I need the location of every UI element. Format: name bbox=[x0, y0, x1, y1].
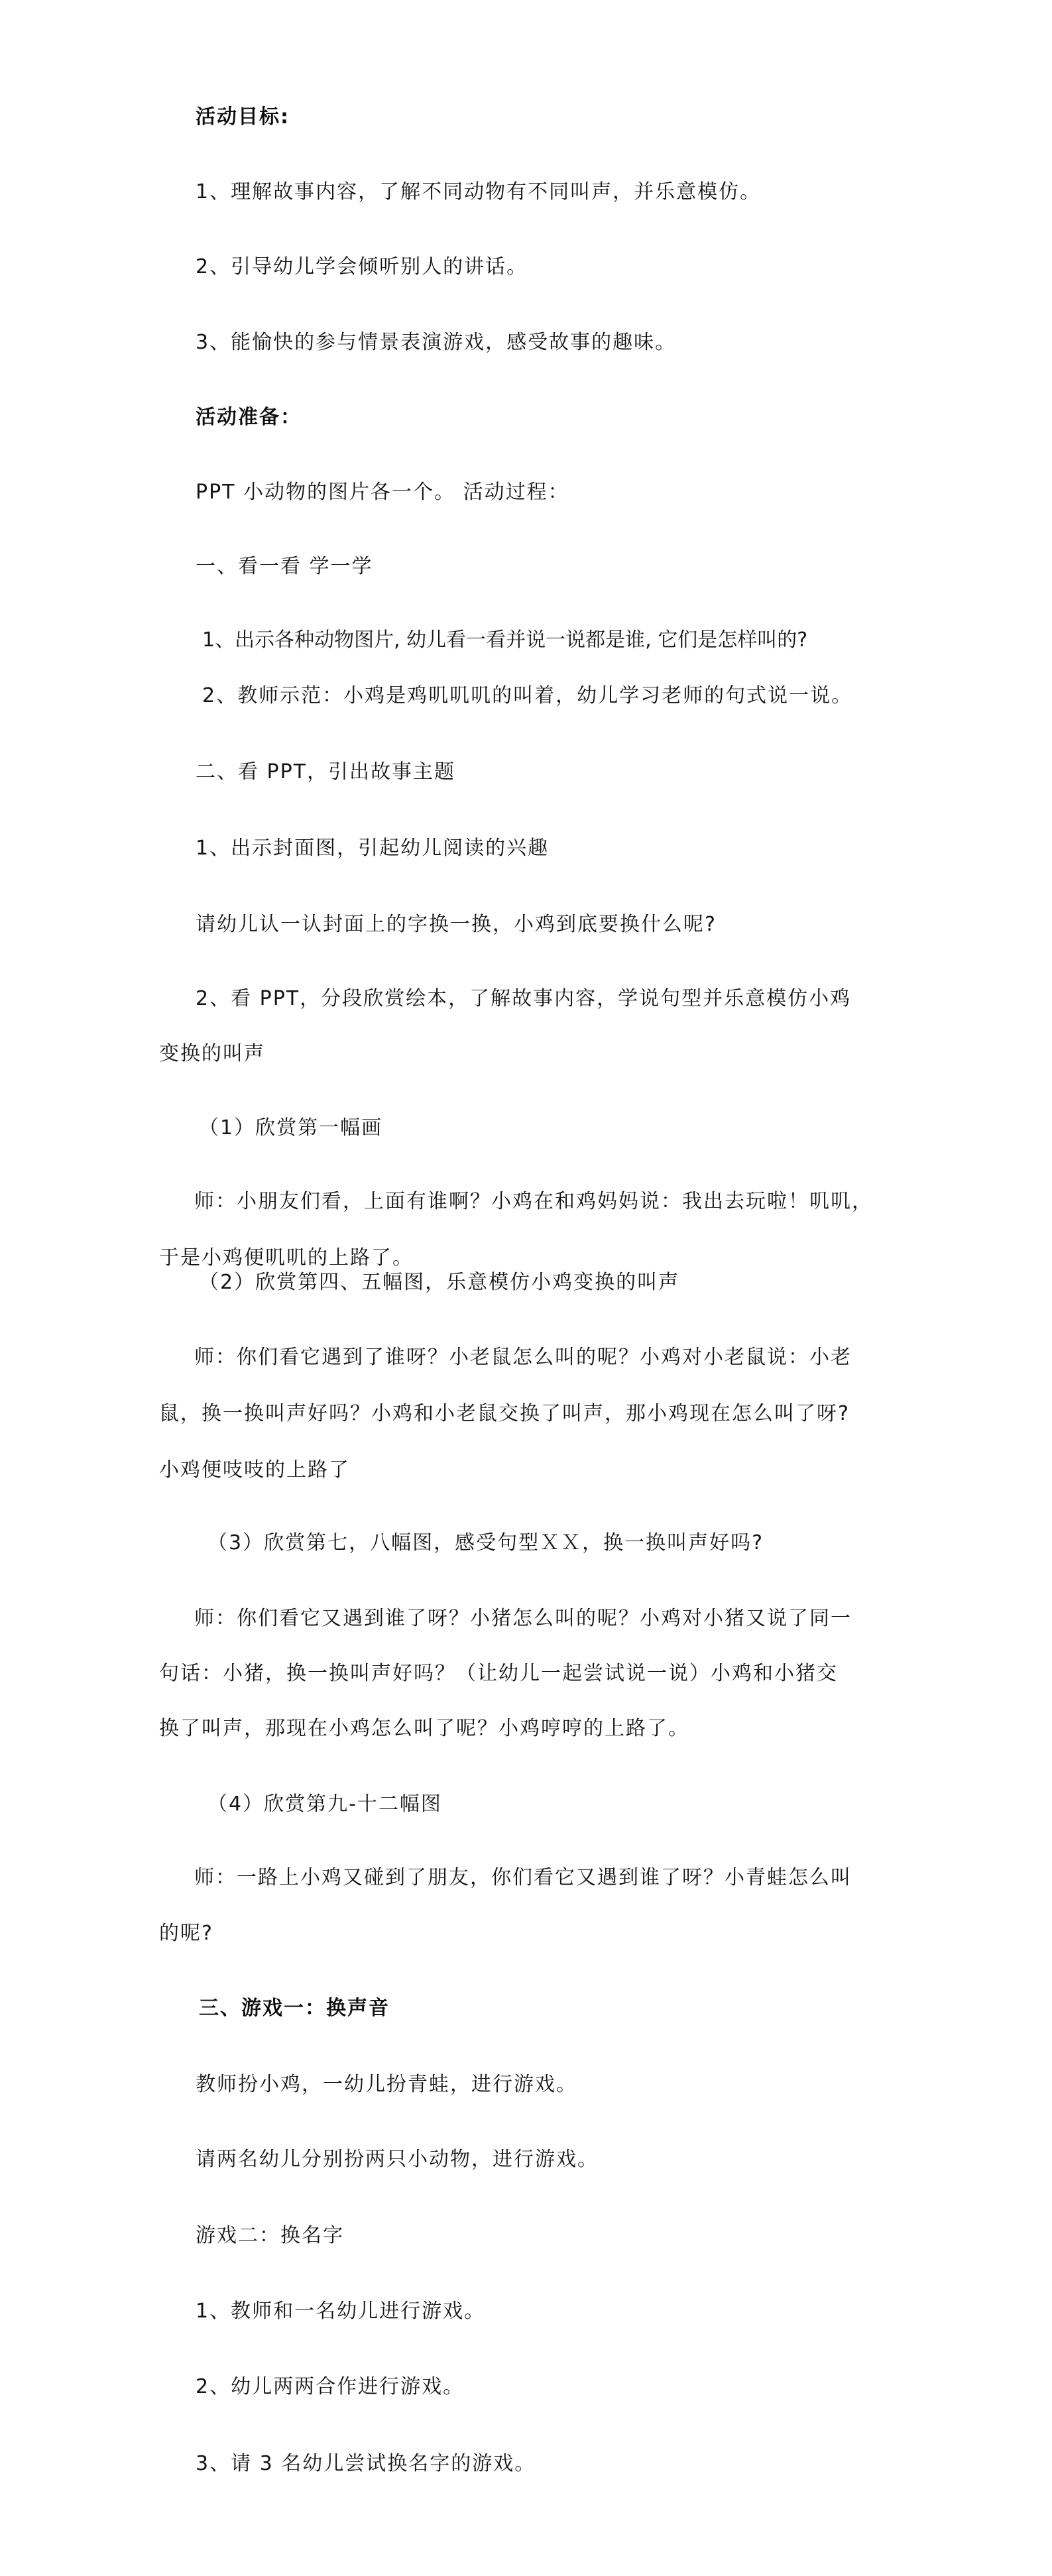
section2-title: 二、看 PPT，引出故事主题 bbox=[196, 760, 456, 784]
section2-step2-line-1: 2、看 PPT，分段欣赏绘本，了解故事内容，学说句型并乐意模仿小鸡 bbox=[196, 987, 852, 1010]
section2-step1: 1、出示封面图，引起幼儿阅读的兴趣 bbox=[196, 837, 550, 860]
part1-line-2: 于是小鸡便叽叽的上路了。 bbox=[159, 1246, 414, 1269]
section3-line-1: 教师扮小鸡，一幼儿扮青蛙，进行游戏。 bbox=[196, 2073, 577, 2096]
game2-title: 游戏二：换名字 bbox=[196, 2224, 344, 2247]
preparation-text: PPT 小动物的图片各一个。 活动过程： bbox=[196, 481, 569, 504]
objective-item-3: 3、能愉快的参与情景表演游戏，感受故事的趣味。 bbox=[196, 331, 677, 354]
game2-item-2: 2、幼儿两两合作进行游戏。 bbox=[196, 2375, 465, 2398]
part2-line-2: 鼠，换一换叫声好吗？小鸡和小老鼠交换了叫声，那小鸡现在怎么叫了呀? bbox=[159, 1402, 850, 1425]
section2-step2-line-2: 变换的叫声 bbox=[159, 1042, 265, 1065]
section1-title: 一、看一看 学一学 bbox=[196, 555, 373, 578]
objective-item-2: 2、引导幼儿学会倾听别人的讲话。 bbox=[196, 255, 528, 278]
objective-item-1: 1、理解故事内容，了解不同动物有不同叫声，并乐意模仿。 bbox=[196, 180, 762, 204]
game2-item-3: 3、请 3 名幼儿尝试换名字的游戏。 bbox=[196, 2452, 536, 2475]
part1-title: （1）欣赏第一幅画 bbox=[199, 1116, 383, 1140]
part2-line-1: 师：你们看它遇到了谁呀？小老鼠怎么叫的呢？小鸡对小老鼠说：小老 bbox=[194, 1346, 852, 1369]
part3-line-1: 师：你们看它又遇到谁了呀？小猪怎么叫的呢？小鸡对小猪又说了同一 bbox=[194, 1607, 852, 1630]
part1-line-1: 师：小朋友们看，上面有谁啊？小鸡在和鸡妈妈说：我出去玩啦！叽叽， bbox=[194, 1190, 873, 1213]
part4-line-2: 的呢? bbox=[159, 1922, 213, 1945]
game2-item-1: 1、教师和一名幼儿进行游戏。 bbox=[196, 2300, 486, 2323]
section3-line-2: 请两名幼儿分别扮两只小动物，进行游戏。 bbox=[196, 2148, 599, 2171]
part2-title: （2）欣赏第四、五幅图，乐意模仿小鸡变换的叫声 bbox=[199, 1271, 680, 1294]
section1-item-1: 1、出示各种动物图片, 幼儿看一看并说一说都是谁, 它们是怎样叫的? bbox=[202, 628, 808, 652]
section3-title: 三、游戏一：换声音 bbox=[199, 1997, 390, 2020]
part3-line-3: 换了叫声，那现在小鸡怎么叫了呢？小鸡哼哼的上路了。 bbox=[159, 1717, 689, 1740]
objectives-heading: 活动目标: bbox=[196, 105, 290, 129]
part4-line-1: 师：一路上小鸡又碰到了朋友，你们看它又遇到谁了呀？小青蛙怎么叫 bbox=[194, 1866, 852, 1889]
section2-step1-prompt: 请幼儿认一认封面上的字换一换，小鸡到底要换什么呢? bbox=[196, 913, 717, 936]
part3-title: （3）欣赏第七，八幅图，感受句型ＸＸ，换一换叫声好吗? bbox=[207, 1531, 764, 1554]
part3-line-2: 句话：小猪，换一换叫声好吗？（让幼儿一起尝试说一说）小鸡和小猪交 bbox=[159, 1662, 838, 1685]
part4-title: （4）欣赏第九-十二幅图 bbox=[207, 1792, 442, 1816]
section1-item-2: 2、教师示范：小鸡是鸡叽叽叽的叫着，幼儿学习老师的句式说一说。 bbox=[202, 684, 853, 707]
preparation-heading: 活动准备： bbox=[196, 406, 302, 429]
part2-line-3: 小鸡便吱吱的上路了 bbox=[159, 1458, 350, 1482]
